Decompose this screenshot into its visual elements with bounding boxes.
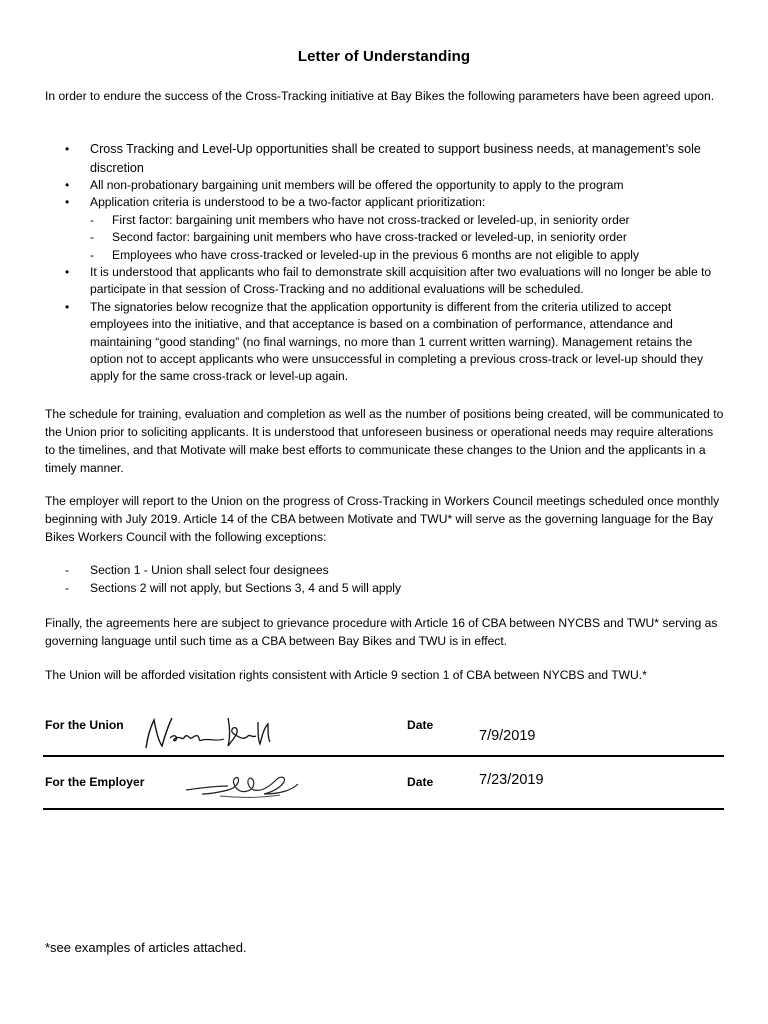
- union-date: 7/9/2019: [479, 728, 536, 744]
- list-item: • Cross Tracking and Level-Up opportunities shall be created to support business needs, at management’s sole discretion: [45, 140, 725, 177]
- footnote: *see examples of articles attached.: [45, 940, 247, 955]
- report-paragraph: The employer will report to the Union on the progress of Cross-Tracking in Workers Council meetings scheduled once monthly beginning with July 2019. Article 14 of the CBA between Motivate and TWU* will serve as the governing language for the Bay Bikes Workers Council with the following exceptions:: [45, 494, 720, 544]
- exceptions-list: [45, 561, 645, 597]
- sub-list-item: - Employees who have cross-tracked or leveled-up in the previous 6 months are not eligible to apply: [90, 247, 725, 264]
- parameters-list: [45, 140, 725, 386]
- document-title: Letter of Understanding: [297, 48, 471, 65]
- employer-signature: [180, 768, 310, 802]
- sub-list-item: - Second factor: bargaining unit members who have cross-tracked or leveled-up, in seniority order: [90, 229, 725, 246]
- intro-paragraph: In order to endure the success of the Cross-Tracking initiative at Bay Bikes the following parameters have been agreed upon.: [45, 89, 715, 103]
- union-label: For the Union: [45, 718, 124, 732]
- employer-label: For the Employer: [45, 775, 145, 789]
- grievance-paragraph: Finally, the agreements here are subject to grievance procedure with Article 16 of CBA between NYCBS and TWU* serving as governing language until such time as a CBA between Bay Bikes and TWU is in effect.: [45, 616, 718, 648]
- criteria-sublist: [90, 212, 725, 264]
- schedule-paragraph: The schedule for training, evaluation and completion as well as the number of positions being created, will be communicated to the Union prior to soliciting applicants. It is understood that unforeseen business or operational needs may require alterations to the timelines, and that Motivate will make best efforts to communicate these changes to the Union and the applicants in a timely manner.: [45, 407, 724, 475]
- sub-list-item: - First factor: bargaining unit members who have not cross-tracked or leveled-up, in seniority order: [90, 212, 725, 229]
- list-item: - Sections 2 will not apply, but Sections 3, 4 and 5 will apply: [45, 579, 645, 597]
- list-item: • The signatories below recognize that the application opportunity is different from the criteria utilized to accept employees into the initiative, and that acceptance is based on a combination of performance, attendance and maintaining “good standing” (no final warnings, no more than 1 current written warning). Management retains the option not to accept applicants who were unsuccessful in completing a previous cross-track or level-up should they apply for the same cross-track or level-up again.: [45, 299, 725, 386]
- list-item: - Section 1 - Union shall select four designees: [45, 561, 645, 579]
- employer-date: 7/23/2019: [479, 772, 544, 788]
- list-item: • Application criteria is understood to be a two-factor applicant prioritization: - First factor: bargaining unit members who have not cross-tracked or leveled-up, in seniority order - Second factor: bargaining unit members who have cross-tracked or leveled-up, in seniority order - Employees who have cross-tracked or leveled-up in the previous 6 months are not eligible to apply: [45, 194, 725, 264]
- union-signature-line: [43, 755, 724, 757]
- employer-date-label: Date: [407, 775, 434, 789]
- list-item: • It is understood that applicants who fail to demonstrate skill acquisition after two evaluations will no longer be able to participate in that session of Cross-Tracking and no additional evaluations will be scheduled.: [45, 264, 725, 299]
- visitation-paragraph: The Union will be afforded visitation rights consistent with Article 9 section 1 of CBA between NYCBS and TWU.*: [45, 668, 647, 682]
- union-date-label: Date: [407, 718, 434, 732]
- employer-signature-line: [43, 808, 724, 810]
- union-signature: [140, 712, 300, 754]
- list-item: • All non-probationary bargaining unit members will be offered the opportunity to apply to the program: [45, 177, 725, 194]
